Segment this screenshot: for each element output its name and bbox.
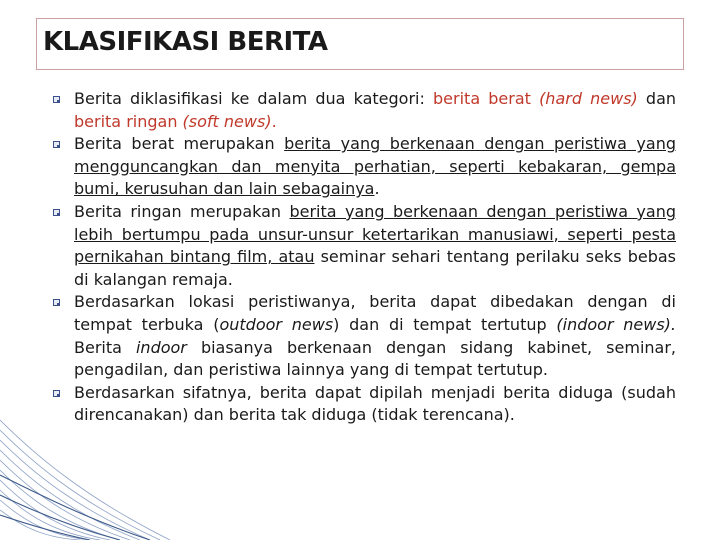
bullet-text: Berdasarkan sifatnya, berita dapat dipilah menjadi berita diduga (sudah direncanakan) dan berita tak diduga (tidak terencana). [74, 382, 676, 425]
bullet-text: Berita diklasifikasi ke dalam dua kategori: [74, 89, 434, 108]
bullet-text: berita yang berkenaan dengan peristiwa yang mengguncangkan dan menyita perhatian, seperti kebakaran, gempa bumi, kerusuhan dan lain sebagainya [74, 134, 677, 199]
bullet-text: ) dan di tempat tertutup [333, 314, 557, 334]
square-bullet-icon [53, 96, 60, 103]
bullet-text: . [271, 111, 277, 131]
bullet-text: berita berat [433, 89, 540, 108]
bullet-text: . [374, 179, 380, 199]
square-bullet-icon [53, 209, 60, 216]
square-bullet-icon [53, 390, 60, 397]
bullet-text: dan [637, 89, 677, 108]
bullet-text: berita ringan [74, 111, 183, 131]
square-bullet-icon [53, 299, 60, 306]
bullet-list [48, 88, 676, 427]
title-box [36, 18, 684, 70]
bullet-text: biasanya berkenaan dengan sidang kabinet, seminar, pengadilan, dan peristiwa lainnya yang di tempat tertutup. [74, 337, 676, 380]
slide-title: KLASIFIKASI BERITA [43, 27, 328, 57]
bullet-item [48, 88, 676, 133]
square-bullet-icon [53, 141, 60, 148]
bullet-text: Berdasarkan lokasi peristiwanya, berita dapat dibedakan dengan di tempat terbuka ( [74, 292, 676, 334]
bullet-item [48, 133, 676, 201]
bullet-text: Berita berat merupakan [74, 134, 285, 154]
bullet-text: indoor [135, 337, 187, 357]
bullet-item [48, 201, 676, 291]
bullet-text: Berita ringan merupakan [74, 201, 290, 221]
bullet-item [48, 291, 676, 381]
bullet-text: (soft news) [182, 111, 272, 131]
bullet-text: seminar sehari tentang perilaku seks bebas di kalangan remaja. [74, 247, 676, 289]
corner-decoration [0, 400, 170, 540]
bullet-text: (hard news) [539, 89, 638, 108]
bullet-text: outdoor news [219, 314, 334, 334]
bullet-text: berita yang berkenaan dengan peristiwa yang lebih bertumpu pada unsur-unsur ketertarikan manusiawi, seperti pesta pernikahan bintang film, atau [74, 201, 676, 267]
bullet-text: Berita [74, 337, 136, 357]
bullet-text: (indoor news). [556, 314, 677, 334]
